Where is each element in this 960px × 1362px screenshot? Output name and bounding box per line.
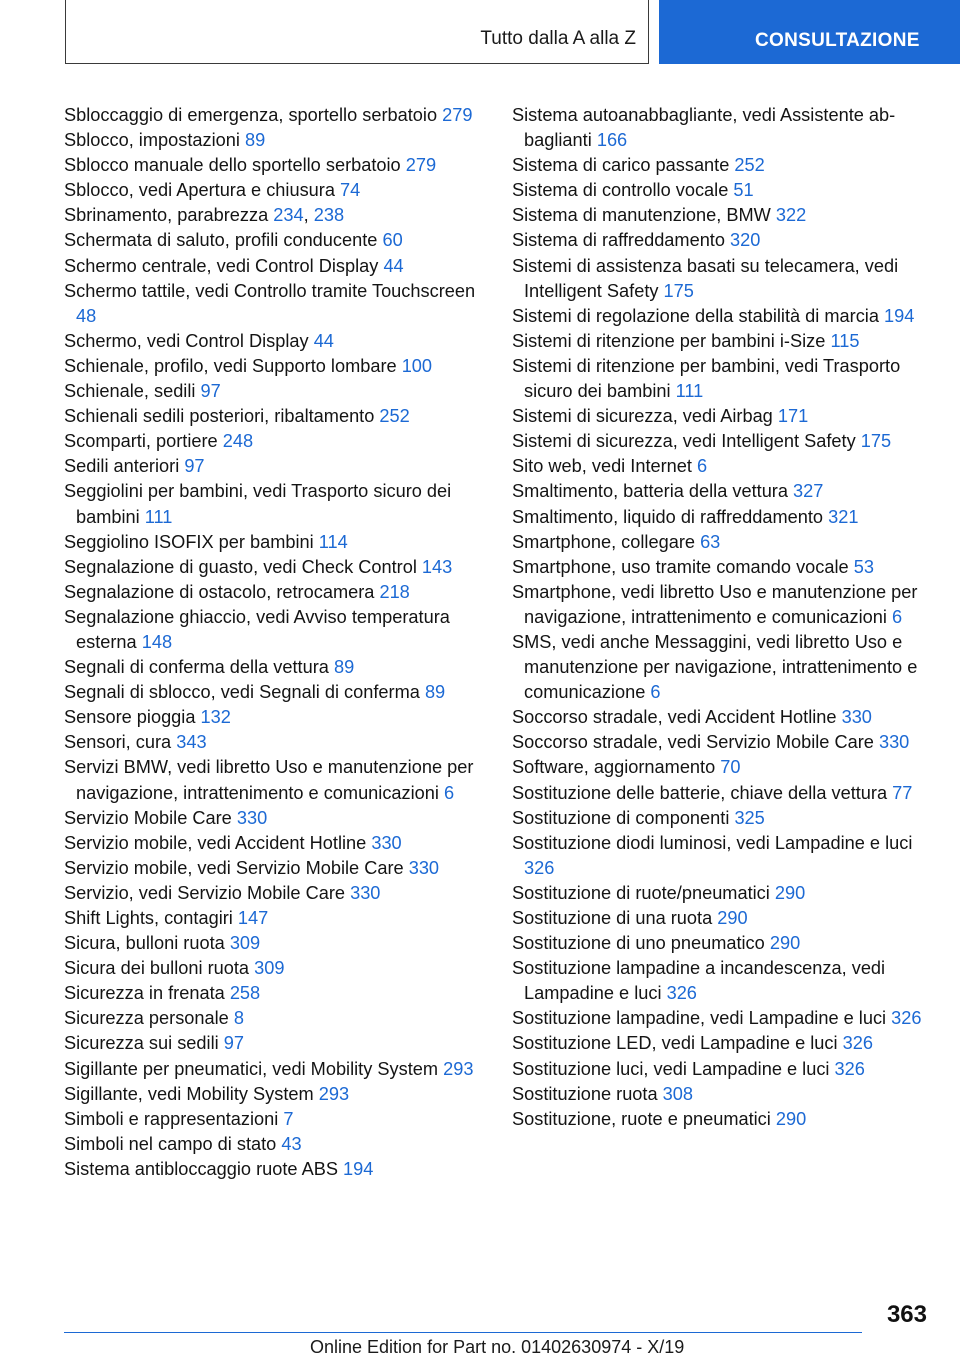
- index-entry: [512, 530, 932, 555]
- index-entry: [512, 103, 932, 153]
- page-link[interactable]: 293: [443, 1058, 474, 1079]
- page-link[interactable]: 171: [777, 406, 809, 427]
- index-column-right: [512, 103, 932, 1132]
- page-link[interactable]: 8: [233, 1008, 244, 1029]
- index-entry: Sbrinamento, parabrezza 234, 238: [64, 205, 345, 226]
- page-link[interactable]: 111: [675, 381, 704, 402]
- entry-text: Schermo centrale, vedi Control Display: [64, 255, 379, 276]
- page-link[interactable]: 60: [382, 230, 403, 251]
- page-link[interactable]: 330: [236, 807, 268, 828]
- entry-text: Sicurezza personale: [64, 1008, 229, 1029]
- page-link[interactable]: 309: [254, 958, 285, 979]
- entry-text: Soccorso stradale, vedi Servizio Mobile Care: [512, 732, 874, 753]
- index-entry: [512, 931, 932, 956]
- entry-text: Sensori, cura: [64, 732, 172, 753]
- index-entry: [512, 203, 932, 228]
- entry-text: Sistemi di regolazione della stabilità di marcia: [512, 305, 879, 326]
- entry-text: Sostituzione di ruote/pneumatici: [512, 882, 770, 903]
- entry-text: Sistemi di sicurezza, vedi Intelligent Safety: [512, 431, 856, 452]
- index-entry: [512, 555, 932, 580]
- index-entry: [512, 730, 932, 755]
- page-link[interactable]: 194: [343, 1158, 374, 1179]
- index-entry: [64, 228, 484, 253]
- entry-text: Software, aggiornamento: [512, 757, 716, 778]
- entry-text: Sistemi di ritenzione per bambini i-Size: [512, 330, 826, 351]
- entry-text: Sostituzione diodi luminosi, vedi Lampadine e luci: [512, 832, 913, 853]
- index-entry: [64, 881, 484, 906]
- entry-text: Sistema antibloccaggio ruote ABS: [64, 1158, 338, 1179]
- entry-text: Schienale, profilo, vedi Supporto lombare: [64, 355, 397, 376]
- index-entry: [64, 856, 484, 881]
- page-link[interactable]: 97: [184, 456, 205, 477]
- index-entry: [512, 1031, 932, 1056]
- page-link[interactable]: 252: [734, 155, 765, 176]
- page-link[interactable]: 330: [408, 857, 440, 878]
- entry-text: Segnalazione di guasto, vedi Check Control: [64, 556, 417, 577]
- page-link[interactable]: 111: [144, 506, 173, 527]
- entry-text: Sostituzione di una ruota: [512, 908, 713, 928]
- page-link[interactable]: 327: [793, 481, 824, 502]
- entry-text: Smartphone, uso tramite comando vocale: [512, 556, 849, 577]
- page-link[interactable]: 97: [223, 1033, 244, 1054]
- index-entry: [64, 956, 484, 981]
- entry-text: Sistema di carico passante: [512, 155, 730, 176]
- page-link[interactable]: 258: [229, 983, 261, 1004]
- index-entry: [512, 404, 932, 429]
- entry-text: Sostituzione LED, vedi Lampadine e luci: [512, 1033, 838, 1054]
- entry-text: Simboli nel campo di stato: [64, 1133, 277, 1154]
- page-link[interactable]: 114: [318, 531, 348, 552]
- entry-text: Sostituzione di uno pneumatico: [512, 933, 765, 954]
- page-link[interactable]: 148: [141, 631, 173, 652]
- index-entry: [64, 680, 484, 705]
- page-link[interactable]: 74: [340, 180, 361, 201]
- index-entry: [512, 254, 932, 304]
- entry-text: Smaltimento, batteria della vettura: [512, 481, 788, 502]
- entry-text: Schermo, vedi Control Display: [64, 330, 309, 351]
- index-entry: [512, 630, 932, 705]
- page-link[interactable]: 326: [666, 983, 697, 1004]
- page-link[interactable]: 248: [222, 431, 254, 452]
- entry-text: Schienali sedili posteriori, ribaltamento: [64, 406, 375, 427]
- entry-text: Schienale, sedili: [64, 381, 196, 402]
- page-link[interactable]: 330: [350, 882, 381, 903]
- page-link[interactable]: 330: [841, 707, 872, 728]
- entry-text: Sedili anteriori: [64, 456, 180, 477]
- entry-text: Simboli e rappresentazioni: [64, 1108, 279, 1129]
- page-link[interactable]: 234: [273, 205, 304, 226]
- entry-text: Servizi BMW, vedi libretto Uso e manutenzione per navigazione, intrattenimento e comunicazioni: [64, 757, 474, 803]
- index-entry: [512, 831, 932, 881]
- page-link[interactable]: 290: [717, 908, 748, 928]
- page-link[interactable]: 100: [401, 355, 433, 376]
- page-link[interactable]: 7: [283, 1108, 294, 1129]
- page-number: 363: [886, 1301, 927, 1328]
- entry-text: Shift Lights, contagiri: [64, 908, 233, 928]
- entry-text: Schermo tattile, vedi Controllo tramite Touchscreen: [64, 280, 476, 301]
- page-link[interactable]: 321: [828, 506, 859, 527]
- page-link[interactable]: 77: [892, 782, 913, 803]
- entry-text: Seggiolini per bambini, vedi Trasporto sicuro dei bambini: [64, 481, 452, 527]
- footer-divider: [64, 1332, 862, 1333]
- page-link[interactable]: 252: [379, 406, 410, 427]
- index-entry: [512, 1082, 932, 1107]
- index-entry: [64, 530, 484, 555]
- entry-text: Servizio mobile, vedi Accident Hotline: [64, 832, 367, 853]
- page-link[interactable]: 6: [444, 782, 455, 803]
- page-link[interactable]: 97: [200, 381, 221, 402]
- index-entry: [512, 806, 932, 831]
- index-entry: [512, 454, 932, 479]
- page-link[interactable]: 53: [853, 556, 874, 577]
- entry-text: Servizio mobile, vedi Servizio Mobile Care: [64, 857, 404, 878]
- index-entry: [512, 781, 932, 806]
- index-entry: [64, 1132, 484, 1157]
- entry-text: Sbloccaggio di emergenza, sportello serbatoio: [64, 105, 438, 125]
- entry-text: Sostituzione di componenti: [512, 807, 730, 828]
- index-entry: [512, 705, 932, 730]
- page-link[interactable]: 325: [734, 807, 765, 828]
- index-entry: [512, 178, 932, 203]
- section-title: Tutto dalla A alla Z: [480, 28, 636, 49]
- index-entry: [64, 981, 484, 1006]
- page-link[interactable]: 89: [333, 657, 355, 678]
- index-entry: [64, 555, 484, 580]
- index-entry: [64, 1157, 484, 1182]
- page-link[interactable]: 308: [662, 1083, 694, 1104]
- entry-text: Seggiolino ISOFIX per bambini: [64, 531, 314, 552]
- page-link[interactable]: 290: [775, 1108, 807, 1129]
- entry-text: Scomparti, portiere: [64, 431, 218, 452]
- index-entry: [64, 1057, 484, 1082]
- page-link[interactable]: 218: [379, 581, 410, 602]
- page-link[interactable]: 194: [884, 305, 915, 326]
- page-link[interactable]: 115: [830, 330, 860, 351]
- index-entry: [512, 304, 932, 329]
- entry-text: Sbrinamento, parabrezza: [64, 205, 269, 226]
- page-link[interactable]: 326: [834, 1058, 865, 1079]
- index-entry: [64, 153, 484, 178]
- index-entry: [64, 605, 484, 655]
- entry-text: Sistemi di sicurezza, vedi Airbag: [512, 406, 773, 427]
- page-link[interactable]: 238: [313, 205, 345, 226]
- index-entry: [512, 429, 932, 454]
- entry-text: Sostituzione ruota: [512, 1083, 658, 1104]
- index-entry: [64, 580, 484, 605]
- page-link[interactable]: 89: [244, 130, 266, 151]
- index-entry: [512, 1006, 932, 1031]
- page-link[interactable]: 166: [596, 130, 628, 151]
- page-link[interactable]: 147: [237, 908, 269, 928]
- page-link[interactable]: 326: [842, 1033, 873, 1054]
- page-link[interactable]: 343: [176, 732, 207, 753]
- entry-text: Sistema di manutenzione, BMW: [512, 205, 771, 226]
- entry-text: Segnalazione ghiaccio, vedi Avviso temperatura esterna: [64, 606, 450, 652]
- index-entry: [64, 730, 484, 755]
- index-entry: [512, 505, 932, 530]
- index-entry: [512, 881, 932, 906]
- index-entry: [512, 153, 932, 178]
- entry-text: Sostituzione delle batterie, chiave della vettura: [512, 782, 888, 803]
- entry-text: Segnalazione di ostacolo, retrocamera: [64, 581, 375, 602]
- page-link[interactable]: 330: [878, 732, 910, 753]
- index-entry: [512, 228, 932, 253]
- entry-text: Schermata di saluto, profili conducente: [64, 230, 378, 251]
- entry-text: Sicura dei bulloni ruota: [64, 958, 250, 979]
- index-entry: [64, 454, 484, 479]
- entry-text: Sito web, vedi Internet: [512, 456, 692, 477]
- page-link[interactable]: 89: [424, 682, 446, 703]
- entry-text: Sistemi di assistenza basati su telecamera, vedi Intelligent Safety: [512, 255, 899, 301]
- index-entry: [64, 329, 484, 354]
- entry-text: Sblocco manuale dello sportello serbatoio: [64, 155, 401, 176]
- page-link[interactable]: 51: [733, 180, 754, 201]
- consultazione-tab[interactable]: [659, 0, 960, 64]
- edition-footer: Online Edition for Part no. 01402630974 - X/19: [310, 1337, 685, 1357]
- page-link[interactable]: 6: [650, 682, 661, 703]
- index-entry: [64, 128, 484, 153]
- page-link[interactable]: 70: [720, 757, 741, 778]
- header-section-box: [65, 0, 649, 64]
- page-link[interactable]: 175: [860, 431, 892, 452]
- index-entry: [64, 178, 484, 203]
- index-entry: [512, 479, 932, 504]
- page-link[interactable]: 44: [313, 330, 334, 351]
- entry-text: Sicurezza in frenata: [64, 983, 225, 1004]
- page-link[interactable]: 326: [891, 1008, 922, 1029]
- entry-text: Segnali di conferma della vettura: [64, 657, 329, 678]
- index-entry: [64, 254, 484, 279]
- index-entry: [64, 755, 484, 805]
- page-link[interactable]: 132: [200, 707, 231, 728]
- page-link[interactable]: 6: [892, 606, 903, 627]
- entry-text: Sistema autoanabbagliante, vedi Assistente abbaglianti: [512, 105, 896, 151]
- entry-text: Sistema di controllo vocale: [512, 180, 729, 201]
- entry-text: Sicurezza sui sedili: [64, 1033, 219, 1054]
- entry-text: Soccorso stradale, vedi Accident Hotline: [512, 707, 837, 728]
- page-link[interactable]: 43: [281, 1133, 302, 1154]
- tab-label: CONSULTAZIONE: [755, 30, 920, 51]
- entry-text: Sistemi di ritenzione per bambini, vedi Trasporto sicuro dei bambini: [512, 355, 901, 402]
- entry-text: Smartphone, collegare: [512, 531, 695, 552]
- page-link[interactable]: 309: [229, 933, 261, 954]
- page-link[interactable]: 326: [524, 857, 555, 878]
- index-entry: [64, 1107, 484, 1132]
- index-entry: [512, 580, 932, 630]
- page-link[interactable]: 279: [405, 155, 437, 176]
- index-entry: [64, 429, 484, 454]
- index-entry: [64, 1082, 484, 1107]
- entry-text: Sblocco, vedi Apertura e chiusura: [64, 180, 335, 201]
- page-link[interactable]: 6: [697, 456, 708, 477]
- page-link[interactable]: 322: [775, 205, 807, 226]
- page-link[interactable]: 330: [371, 832, 402, 853]
- index-entry: [512, 354, 932, 404]
- index-entry: [64, 655, 484, 680]
- index-entry: [64, 103, 484, 128]
- index-entry: [64, 404, 484, 429]
- page-link[interactable]: 44: [383, 255, 404, 276]
- entry-text: Sostituzione lampadine a incandescenza, vedi Lampadine e luci: [512, 958, 886, 1004]
- page-link[interactable]: 63: [700, 531, 721, 552]
- index-column-left: [64, 103, 484, 1182]
- page-link[interactable]: 290: [769, 933, 801, 954]
- entry-text: Servizio, vedi Servizio Mobile Care: [64, 882, 346, 903]
- entry-text: Sistema di raffreddamento: [512, 230, 725, 251]
- page-link[interactable]: 48: [76, 305, 97, 326]
- entry-text: Sigillante, vedi Mobility System: [64, 1083, 314, 1104]
- index-entry: [512, 956, 932, 1006]
- entry-text: Smaltimento, liquido di raffreddamento: [512, 506, 824, 527]
- entry-text: Segnali di sblocco, vedi Segnali di conferma: [64, 682, 420, 703]
- page-link[interactable]: 293: [318, 1083, 350, 1104]
- index-entry: [64, 279, 484, 329]
- index-entry: [512, 1107, 932, 1132]
- entry-text: Sensore pioggia: [64, 707, 196, 728]
- entry-text: Sostituzione, ruote e pneumatici: [512, 1108, 771, 1129]
- index-entry: [64, 906, 484, 931]
- page-link[interactable]: 320: [730, 230, 761, 251]
- index-entry: [64, 379, 484, 404]
- entry-text: Sblocco, impostazioni: [64, 130, 240, 151]
- page-link[interactable]: 175: [663, 280, 694, 301]
- index-entry: [64, 931, 484, 956]
- index-entry: [64, 479, 484, 529]
- entry-text: Smartphone, vedi libretto Uso e manutenzione per navigazione, intrattenimento e comunicazioni: [512, 581, 918, 627]
- index-entry: [64, 806, 484, 831]
- index-entry: [64, 831, 484, 856]
- entry-text: Sostituzione luci, vedi Lampadine e luci: [512, 1058, 830, 1079]
- index-entry: [512, 755, 932, 780]
- entry-text: Servizio Mobile Care: [64, 807, 232, 828]
- index-entry: [512, 906, 932, 931]
- index-entry: [64, 354, 484, 379]
- entry-text: Sigillante per pneumatici, vedi Mobility System: [64, 1058, 439, 1079]
- index-entry: [512, 1057, 932, 1082]
- page-link[interactable]: 290: [774, 882, 806, 903]
- index-entry: [512, 329, 932, 354]
- index-entry: [64, 705, 484, 730]
- entry-text: Sostituzione lampadine, vedi Lampadine e luci: [512, 1008, 887, 1029]
- page-link[interactable]: 279: [442, 105, 473, 125]
- entry-text: SMS, vedi anche Messaggini, vedi libretto Uso e manutenzione per navigazione, intrattenimento e comunicazione: [512, 631, 918, 703]
- entry-text: Sicura, bulloni ruota: [64, 933, 225, 954]
- index-entry: [64, 1031, 484, 1056]
- page-link[interactable]: 143: [421, 556, 453, 577]
- index-entry: [64, 1006, 484, 1031]
